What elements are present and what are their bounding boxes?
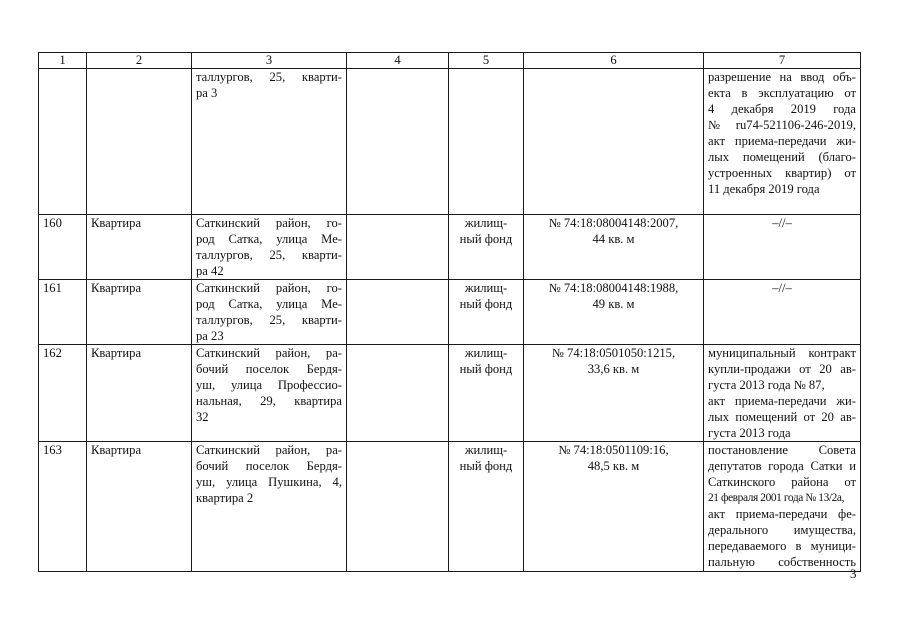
address-line: бочий поселок Бердя- xyxy=(196,459,342,473)
cadastral-line: 44 кв. м xyxy=(592,232,635,246)
fund-line: ный фонд xyxy=(459,362,513,376)
address-line: ра 42 xyxy=(196,264,224,278)
address-line: таллургов, 25, кварти- xyxy=(196,313,342,327)
fund-line: ный фонд xyxy=(459,459,513,473)
cell-num: 162 xyxy=(39,345,87,442)
column-number: 4 xyxy=(347,53,449,69)
address-line: род Сатка, улица Ме- xyxy=(196,232,342,246)
basis-line: –//– xyxy=(772,216,792,230)
cell-address xyxy=(192,69,347,215)
page-number: 3 xyxy=(850,566,857,581)
cell-basis xyxy=(704,69,861,215)
cell-address xyxy=(192,215,347,280)
cell-num: 160 xyxy=(39,215,87,280)
cell-address xyxy=(192,280,347,345)
basis-line: депутатов города Сатки и xyxy=(708,459,856,473)
cadastral-line: № 74:18:0501050:1215, xyxy=(551,346,676,360)
basis-line: акт приема-передачи жи- xyxy=(708,394,856,408)
cell-address xyxy=(192,442,347,572)
table-row xyxy=(39,215,861,280)
cell-fund xyxy=(449,280,524,345)
cell-empty xyxy=(347,69,449,215)
column-number: 2 xyxy=(87,53,192,69)
cell-name: Квартира xyxy=(87,345,192,442)
fund-line: жилищ- xyxy=(464,443,508,457)
column-number-row xyxy=(39,53,861,69)
cell-empty xyxy=(347,215,449,280)
basis-line: акт приема-передачи фе- xyxy=(708,507,856,521)
basis-line: 11 декабря 2019 года xyxy=(708,182,820,196)
basis-line: устроенных квартир) от xyxy=(708,166,856,180)
fund-line: ный фонд xyxy=(459,232,513,246)
cell-name: Квартира xyxy=(87,215,192,280)
cadastral-line: 48,5 кв. м xyxy=(587,459,640,473)
basis-line: –//– xyxy=(772,281,792,295)
cell-fund xyxy=(449,345,524,442)
fund-line: ный фонд xyxy=(459,297,513,311)
basis-line: екта в эксплуатацию от xyxy=(708,86,856,100)
cell-cadastral xyxy=(524,69,704,215)
basis-line: пальную собственность xyxy=(708,555,856,569)
basis-line: муниципальный контракт xyxy=(708,346,856,360)
column-number: 3 xyxy=(192,53,347,69)
cadastral-line: № 74:18:0501109:16, xyxy=(558,443,669,457)
address-line: уш, улица Профессио- xyxy=(196,378,342,392)
address-line: ра 23 xyxy=(196,329,224,343)
address-line: Саткинский район, го- xyxy=(196,216,342,230)
basis-line: Саткинского района от xyxy=(708,475,856,489)
cadastral-line: № 74:18:08004148:2007, xyxy=(548,216,679,230)
cell-num: 161 xyxy=(39,280,87,345)
cell-name: Квартира xyxy=(87,280,192,345)
cell-address xyxy=(192,345,347,442)
address-line: уш, улица Пушкина, 4, xyxy=(196,475,342,489)
cadastral-line: 33,6 кв. м xyxy=(587,362,640,376)
table-row-continuation xyxy=(39,69,861,215)
cell-cadastral xyxy=(524,442,704,572)
fund-line: жилищ- xyxy=(464,346,508,360)
cadastral-line: 49 кв. м xyxy=(592,297,635,311)
address-line: род Сатка, улица Ме- xyxy=(196,297,342,311)
column-number: 5 xyxy=(449,53,524,69)
cell-fund xyxy=(449,215,524,280)
basis-line: купли-продажи от 20 ав- xyxy=(708,362,856,376)
basis-line: лых помещений от 20 ав- xyxy=(708,410,856,424)
address-line: таллургов, 25, кварти- xyxy=(196,248,342,262)
column-number: 6 xyxy=(524,53,704,69)
cell-fund xyxy=(449,442,524,572)
cell-empty xyxy=(347,442,449,572)
cell-name: Квартира xyxy=(87,442,192,572)
basis-line: густа 2013 года xyxy=(708,426,791,440)
fund-line: жилищ- xyxy=(464,216,508,230)
column-number: 1 xyxy=(39,53,87,69)
basis-line: лых помещений (благо- xyxy=(708,150,856,164)
basis-line: разрешение на ввод объ- xyxy=(708,70,856,84)
column-number: 7 xyxy=(704,53,861,69)
address-line: нальная, 29, квартира xyxy=(196,394,342,408)
cell-cadastral xyxy=(524,215,704,280)
address-line: Саткинский район, ра- xyxy=(196,346,342,360)
basis-line: № ru74-521106-246-2019, xyxy=(708,118,856,132)
cell-num xyxy=(39,69,87,215)
basis-line: дерального имущества, xyxy=(708,523,856,537)
address-line: квартира 2 xyxy=(196,491,254,505)
cell-basis xyxy=(704,345,861,442)
cell-cadastral xyxy=(524,280,704,345)
address-line: ра 3 xyxy=(196,86,218,100)
basis-line: 4 декабря 2019 года xyxy=(708,102,856,116)
fund-line: жилищ- xyxy=(464,281,508,295)
table-row xyxy=(39,280,861,345)
cell-name xyxy=(87,69,192,215)
cell-basis xyxy=(704,280,861,345)
cell-basis xyxy=(704,442,861,572)
cell-empty xyxy=(347,345,449,442)
basis-line: акт приема-передачи жи- xyxy=(708,134,856,148)
basis-line: 21 февраля 2001 года № 13/2а, xyxy=(708,492,845,504)
address-line: 32 xyxy=(196,410,209,424)
property-registry-table xyxy=(38,52,861,572)
cell-cadastral xyxy=(524,345,704,442)
cell-fund xyxy=(449,69,524,215)
basis-line: густа 2013 года № 87, xyxy=(708,378,825,392)
table-row xyxy=(39,345,861,442)
cell-empty xyxy=(347,280,449,345)
cell-basis xyxy=(704,215,861,280)
address-line: таллургов, 25, кварти- xyxy=(196,70,342,84)
basis-line: передаваемого в муници- xyxy=(708,539,856,553)
table-row xyxy=(39,442,861,572)
cadastral-line: № 74:18:08004148:1988, xyxy=(548,281,679,295)
address-line: Саткинский район, ра- xyxy=(196,443,342,457)
address-line: бочий поселок Бердя- xyxy=(196,362,342,376)
cell-num: 163 xyxy=(39,442,87,572)
address-line: Саткинский район, го- xyxy=(196,281,342,295)
basis-line: постановление Совета xyxy=(708,443,856,457)
